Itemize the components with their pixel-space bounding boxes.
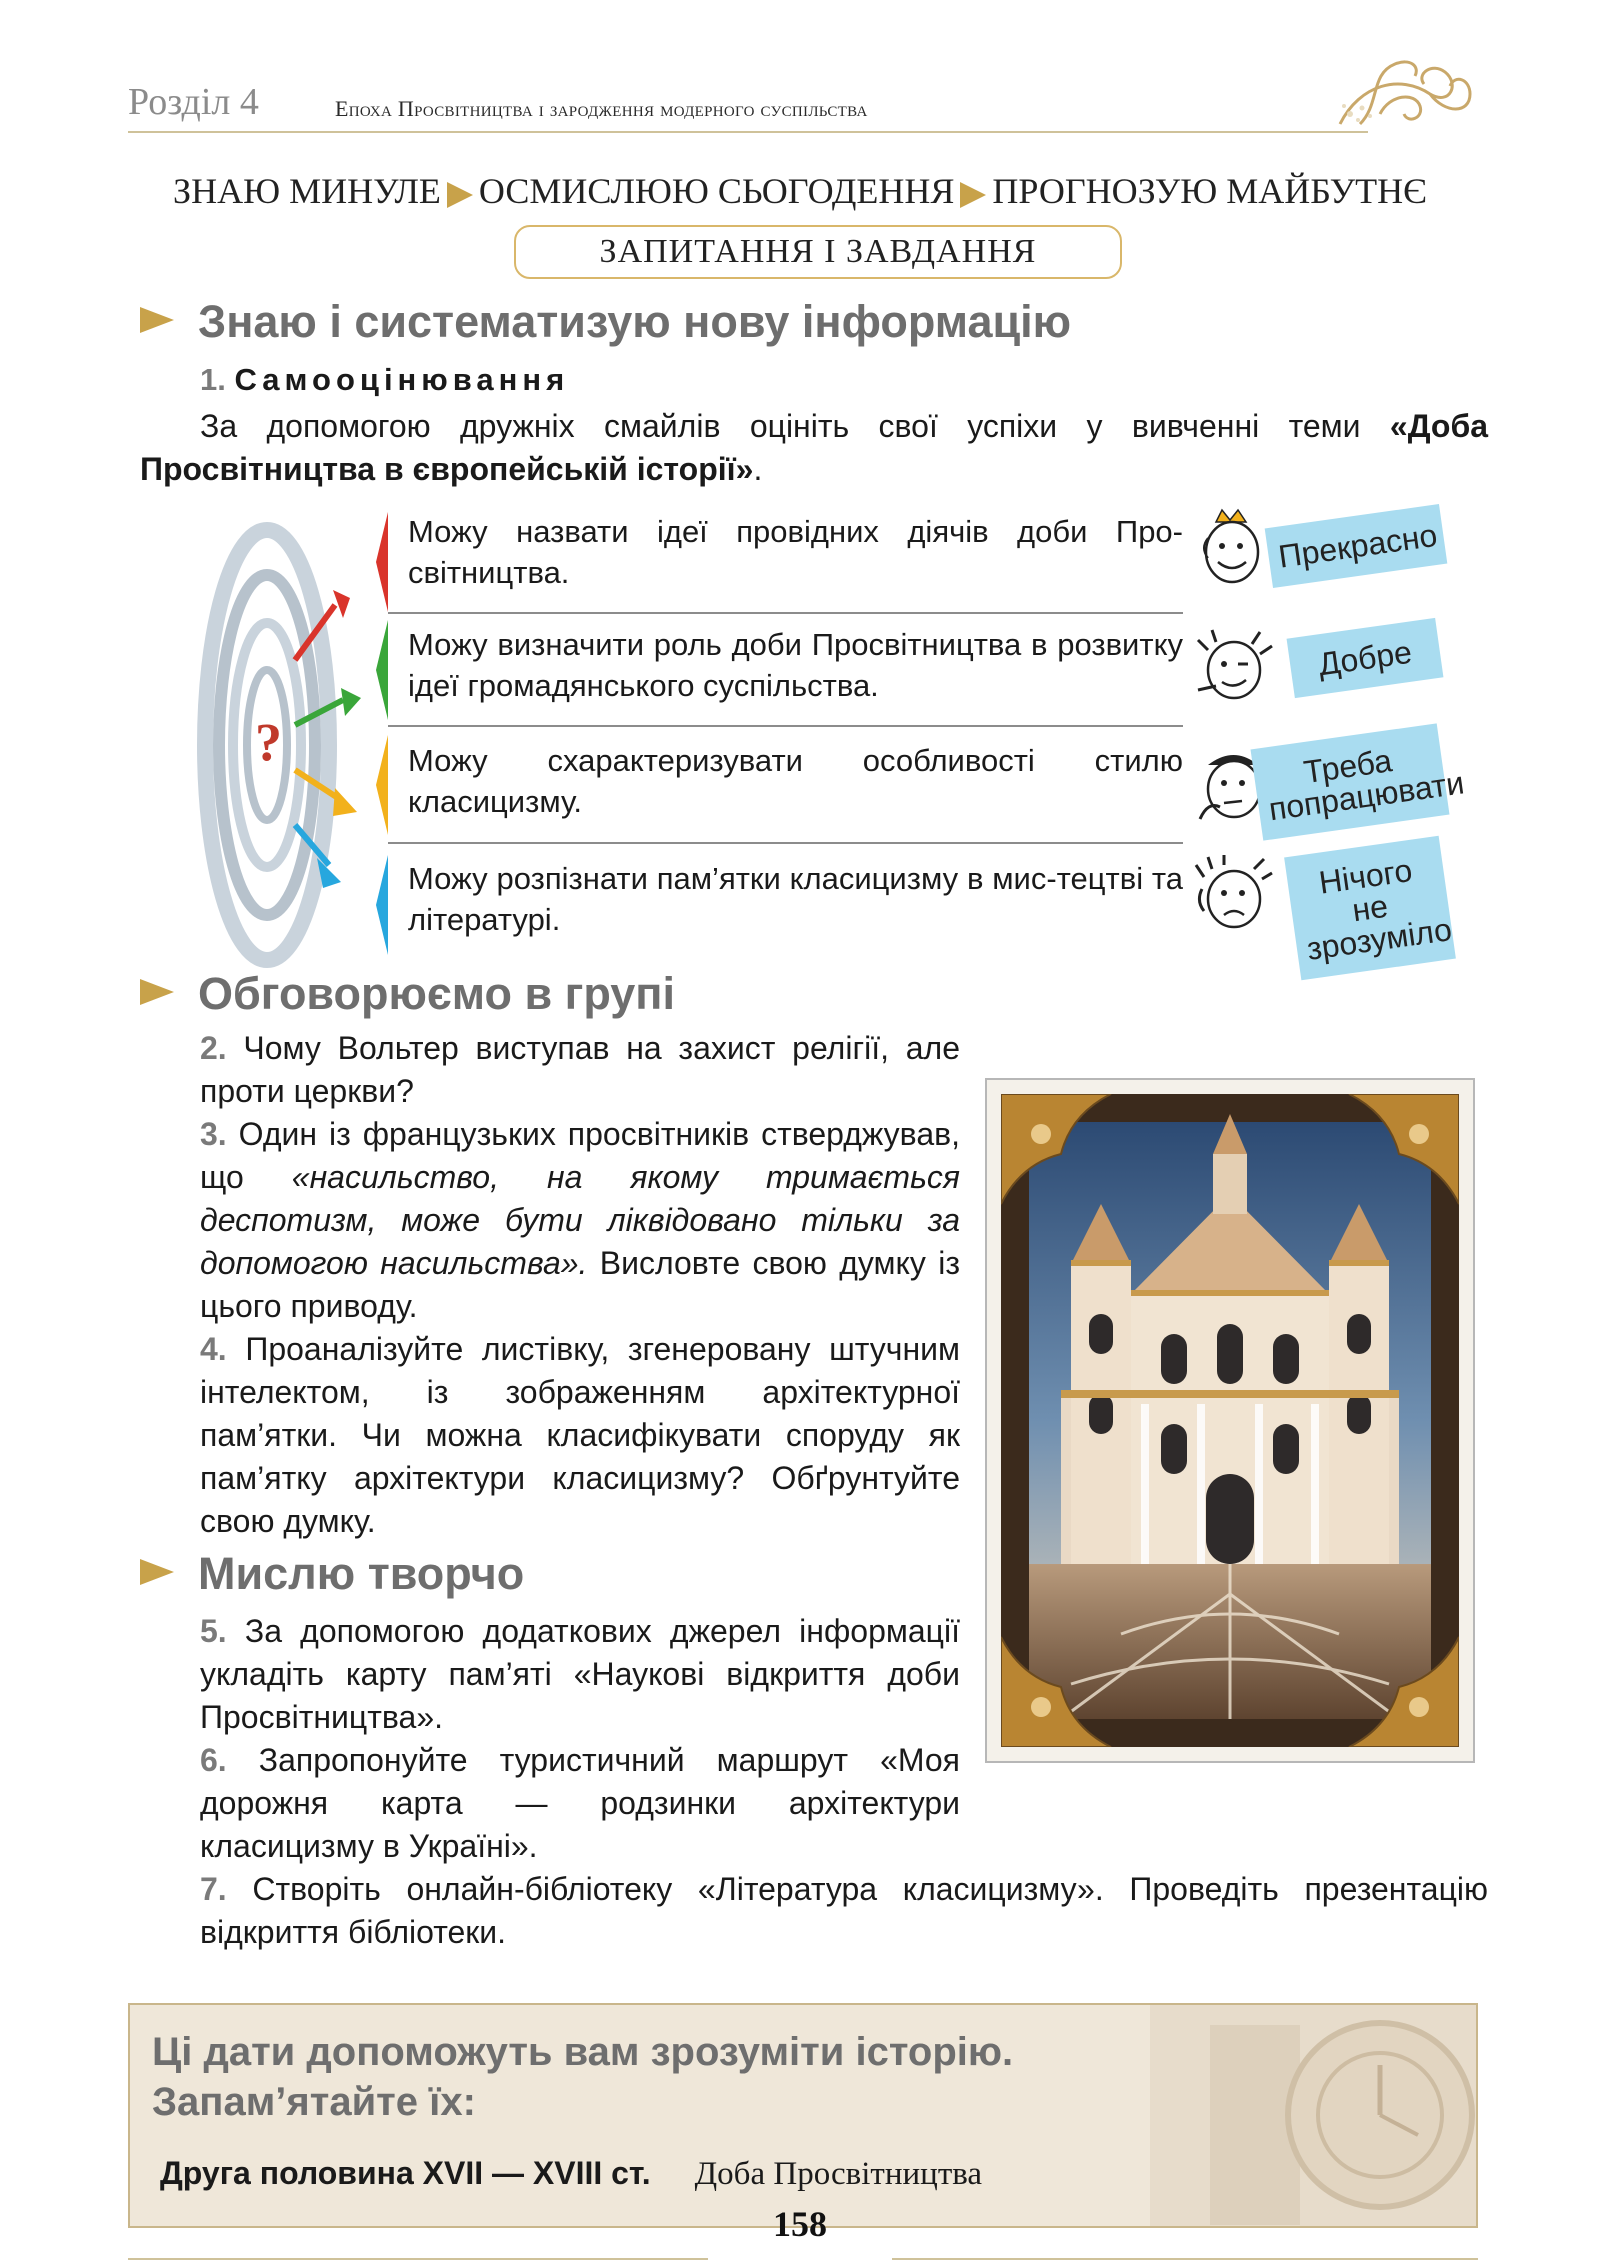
intro-text: За допомогою дружніх смайлів оцініть свої успіхи у вивченні теми	[200, 408, 1390, 444]
triangle-bullet-icon	[140, 979, 174, 1005]
key-dates-box	[128, 2003, 1478, 2228]
question-text: Висловте свою думку із цього приводу.	[200, 1245, 961, 1324]
question-number: 2.	[200, 1030, 227, 1066]
section-heading-text: Мислю творчо	[198, 1548, 525, 1599]
arrow-right-icon	[447, 182, 473, 208]
blue-marker-icon	[376, 855, 388, 955]
date-event: Доба Просвітництва	[694, 2156, 983, 2192]
arrow-right-icon	[960, 182, 986, 208]
question-text: Проаналізуйте листівку, згенеровану штучним інтелектом, із зображенням архітектурної пам’ятки. Чи можна класифікувати споруду як пам’ятку архітектури класицизму? Обґрунтуйте свою думку.	[200, 1331, 961, 1539]
question-6	[200, 1739, 960, 1868]
dates-heading-line: Ці дати допоможуть вам зрозуміти історію.	[152, 2030, 1014, 2074]
chapter-label: Розділ 4	[128, 81, 259, 123]
floral-ornament-icon	[1320, 44, 1480, 144]
yellow-marker-icon	[376, 735, 388, 835]
learning-steps-banner	[0, 170, 1600, 212]
intro-end: .	[753, 451, 763, 487]
step-understand-present: ОСМИСЛЮЮ СЬОГОДЕННЯ	[478, 171, 955, 211]
rating-good-label: Добре	[1287, 618, 1444, 698]
header-rule	[128, 131, 1368, 133]
section-heading-text: Обговорюємо в групі	[198, 968, 675, 1019]
rating-not-understood-label: Нічого не зрозуміло	[1284, 836, 1456, 981]
confused-face-icon	[1194, 855, 1274, 935]
chapter-title: Епоха Просвітництва і зародження модерного суспільства	[335, 96, 868, 121]
date-entry	[160, 2155, 982, 2193]
questions-heading: ЗАПИТАННЯ І ЗАВДАННЯ	[514, 225, 1122, 279]
green-marker-icon	[376, 620, 388, 720]
assessment-item-1: Можу назвати ідеї провідних діячів доби Про-світництва.	[408, 514, 1183, 590]
section-heading-text: Знаю і систематизую нову інформацію	[198, 296, 1072, 347]
step-know-past: ЗНАЮ МИНУЛЕ	[173, 171, 441, 211]
page-number: 158	[773, 2204, 827, 2244]
svg-text:?: ?	[255, 712, 282, 772]
section-heading-create	[140, 1548, 524, 1600]
question-text: Створіть онлайн-бібліотеку «Література класицизму». Проведіть презентацію відкриття бібліотеки.	[200, 1871, 1489, 1950]
rating-needs-work-label: Треба попрацювати	[1251, 723, 1450, 840]
question-number: 1.	[200, 362, 226, 397]
question-1-intro	[140, 405, 1488, 491]
assessment-item-2: Можу визначити роль доби Просвітництва в розвитку ідеї громадянського суспільства.	[408, 627, 1183, 703]
intro-topic: «Доба Просвітництва в європейській історії»	[140, 408, 1488, 487]
question-number: 6.	[200, 1742, 227, 1778]
question-3	[200, 1113, 960, 1328]
question-5	[200, 1610, 960, 1739]
question-4	[200, 1328, 960, 1543]
footer-rule-left	[128, 2258, 708, 2260]
question-number: 4.	[200, 1331, 227, 1367]
clock-watermark-icon	[1150, 2005, 1476, 2226]
question-2	[200, 1027, 960, 1113]
rating-excellent-label: Прекрасно	[1265, 504, 1448, 588]
happy-face-crown-icon	[1194, 508, 1274, 588]
baroque-building-postcard	[985, 1078, 1475, 1763]
red-marker-icon	[376, 512, 388, 612]
question-1-title	[200, 362, 569, 398]
assessment-divider	[388, 725, 1183, 727]
question-number: 5.	[200, 1613, 227, 1649]
step-predict-future: ПРОГНОЗУЮ МАЙБУТНЄ	[992, 171, 1427, 211]
question-7	[200, 1868, 1488, 1954]
building-illustration	[1001, 1094, 1459, 1747]
question-text: Запропонуйте туристичний маршрут «Моя дорожня карта — родзинки архітектури класицизму в Україні».	[200, 1742, 960, 1864]
dates-heading	[152, 2027, 1013, 2127]
question-text: Один із французьких просвітників стверджував, що	[200, 1116, 961, 1195]
section-heading-discuss	[140, 968, 675, 1020]
footer-rule-right	[892, 2258, 1478, 2260]
smiling-face-icon	[1194, 628, 1274, 708]
triangle-bullet-icon	[140, 1559, 174, 1585]
question-title-text: Самооцінювання	[234, 362, 570, 397]
question-text: Чому Вольтер виступав на захист релігії, але проти церкви?	[200, 1030, 960, 1109]
dates-heading-line: Запам’ятайте їх:	[152, 2080, 476, 2124]
triangle-bullet-icon	[140, 307, 174, 333]
date-period: Друга половина XVII — XVIII ст.	[160, 2155, 651, 2191]
assessment-divider	[388, 612, 1183, 614]
assessment-item-4: Можу розпізнати пам’ятки класицизму в мис-тецтві та літературі.	[408, 861, 1183, 937]
assessment-item-3: Можу схарактеризувати особливості стилю класицизму.	[408, 743, 1183, 819]
question-text: За допомогою додаткових джерел інформації укладіть карту пам’яті «Наукові відкриття доби Просвітництва».	[200, 1613, 961, 1735]
question-number: 3.	[200, 1116, 227, 1152]
assessment-divider	[388, 842, 1183, 844]
section-heading-systematize	[140, 296, 1071, 348]
question-number: 7.	[200, 1871, 227, 1907]
target-arrows-icon	[195, 520, 365, 970]
question-quote: «насильство, на якому тримається деспотизм, може бути ліквідовано тільки за допомогою насильства».	[200, 1159, 961, 1281]
